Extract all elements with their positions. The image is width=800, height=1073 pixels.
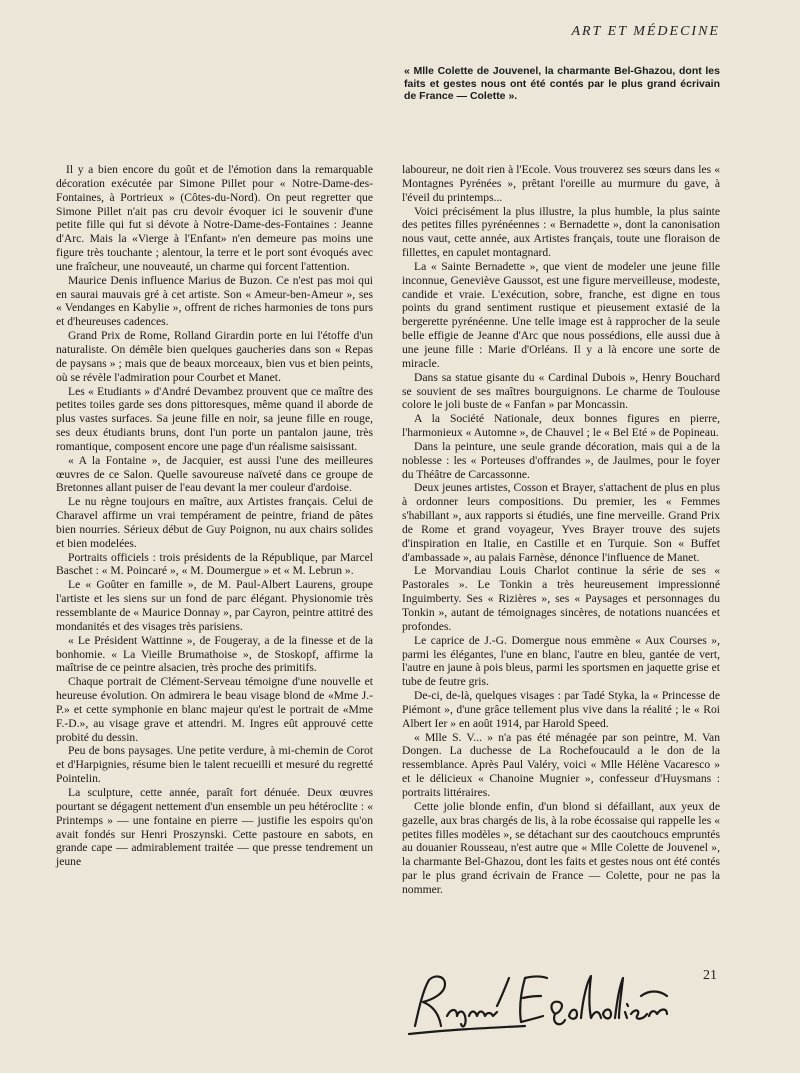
paragraph: « Mlle S. V... » n'a pas été ménagée par son peintre, M. Van Dongen. La duchesse de La Rochefoucauld a le don de la ressemblance. Après Paul Valéry, voici « Mlle Hélène Vacaresco » et le délicieux « Chanoine Mugnier », confesseur d'Huysmans : portraits littéraires.	[402, 730, 720, 799]
paragraph: Maurice Denis influence Marius de Buzon. Ce n'est pas moi qui en saurai mauvais gré à cet artiste. Son « Ameur-ben-Ameur », ses « Vendanges en Kabylie », offrent de riches harmonies de tons purs et d'heureuses cadences.	[56, 273, 373, 329]
paragraph: Peu de bons paysages. Une petite verdure, à mi-chemin de Corot et d'Harpignies, résume bien le talent recueilli et mesuré du regretté Pointelin.	[56, 744, 373, 786]
paragraph: Il y a bien encore du goût et de l'émotion dans la remarquable décoration exécutée par Simone Pillet pour « Notre-Dame-des-Fontaines, à Portrieux » (Côtes-du-Nord). On peut regretter que Simone Pillet n'ait pas cru devoir évoquer ici le souvenir d'une petite fille qui fut si dévote à Notre-Dame-des-Fontaines : Jeanne d'Arc. Mais la «Vierge à l'Enfant» n'en demeure pas moins une figure très touchante ; alentour, la terre et le port sont évoqués avec une fraîcheur, une nouveauté, un charme qui forcent l'attention.	[56, 163, 373, 273]
paragraph: Chaque portrait de Clément-Serveau témoigne d'une nouvelle et heureuse évolution. On admirera le beau visage blond de «Mme J.-P.» et cette symphonie en blanc majeur qu'est le portrait de «Mme F.-D.», au visage grave et attendri. M. Ingres eût approuvé cette probité du dessin.	[56, 675, 373, 744]
paragraph: Le Morvandiau Louis Charlot continue la série de ses « Pastorales ». Le Tonkin a très heureusement impressionné Inguimberty. Ses « Rizières », ses « Paysages et personnages du Tonkin », autant de témoignages sincères, de notations nuancées et profondes.	[402, 564, 720, 633]
paragraph: Grand Prix de Rome, Rolland Girardin porte en lui l'étoffe d'un naturaliste. On démêle bien quelques gaucheries dans son « Repas de paysans » ; mais que de beaux morceaux, bien vus et bien peints, où se révèle l'admiration pour Courbet et Manet.	[56, 329, 373, 384]
handwritten-signature	[405, 968, 695, 1038]
paragraph: Cette jolie blonde enfin, d'un blond si défaillant, aux yeux de gazelle, aux bras chargés de lis, à la robe écossaise qui rappelle les « petites filles modèles », se détachant sur des caoutchoucs empruntés au douanier Rousseau, n'est autre que « Mlle Colette de Jouvenel », la charmante Bel-Ghazou, dont les faits et gestes nous ont été contés par le plus grand écrivain de France — Colette, pour ne pas la nommer.	[402, 799, 720, 896]
paragraph: De-ci, de-là, quelques visages : par Tadé Styka, la « Princesse de Piémont », d'une grâce tellement plus vive dans la réalité ; le « Roi Albert Ier » en août 1914, par Harold Speed.	[402, 689, 720, 730]
section-header: ART ET MÉDECINE	[571, 24, 720, 39]
right-column	[402, 163, 720, 897]
paragraph: Dans la peinture, une seule grande décoration, mais qui a de la noblesse : les « Porteuses d'offrandes », de Jaulmes, pour le foyer du Théâtre de Carcassonne.	[402, 439, 720, 481]
photo-caption: « Mlle Colette de Jouvenel, la charmante Bel-Ghazou, dont les faits et gestes nous ont été contés par le plus grand écrivain de France — Colette ».	[404, 65, 720, 102]
paragraph: Voici précisément la plus illustre, la plus humble, la plus sainte des petites filles pyrénéennes : « Bernadette », dont la canonisation nous vaut, cette année, aux Artistes français, toute une floraison de fillettes, en capulet montagnard.	[402, 204, 720, 260]
paragraph: « A la Fontaine », de Jacquier, est aussi l'une des meilleures œuvres de ce Salon. Quelle savoureuse naïveté dans ce groupe de Bretonnes allant puiser de l'eau devant la mer couleur d'ardoise.	[56, 453, 373, 495]
paragraph: Portraits officiels : trois présidents de la République, par Marcel Baschet : « M. Poincaré », « M. Doumergue » et « M. Lebrun ».	[56, 550, 373, 578]
paragraph: La « Sainte Bernadette », que vient de modeler une jeune fille inconnue, Geneviève Gaussot, est une figure merveilleuse, modeste, candide et vraie. L'exécution, sobre, franche, est digne en tous points du grand sentiment rustique et pieusement extasié de la bergerette pyrénéenne. Une telle image est à rapprocher de la seule belle effigie de Jeanne d'Arc que nous possédions, elle aussi due à une jeune fille : Marie d'Orléans. Il y a là encore une sorte de miracle.	[402, 259, 720, 370]
left-column	[56, 163, 373, 869]
paragraph: « Le Président Wattinne », de Fougeray, a de la finesse et de la bonhomie. « La Vieille Brumathoise », de Stoskopf, affirme la maîtrise de ce peintre alsacien, très proche des primitifs.	[56, 633, 373, 675]
paragraph: A la Société Nationale, deux bonnes figures en pierre, l'harmonieux « Automne », de Chauvel ; le « Bel Eté » de Popineau.	[402, 412, 720, 440]
paragraph: Deux jeunes artistes, Cosson et Brayer, s'attachent de plus en plus à ordonner leurs compositions. Du premier, les « Femmes s'habillant », aux rapports si étudiés, une fine merveille. Grand Prix de Rome et grand voyageur, Yves Brayer trouve des sujets d'inspiration en Italie, en Castille et en Turquie. Son « Buffet d'ambassade », au palais Farnèse, dénonce l'influence de Manet.	[402, 481, 720, 564]
paragraph: Le « Goûter en famille », de M. Paul-Albert Laurens, groupe l'artiste et les siens sur un fond de parc élégant. Physionomie très ressemblante de « Maurice Donnay », par Cayron, peintre attitré des mondanités et des visages très parisiens.	[56, 578, 373, 633]
paragraph: Les « Etudiants » d'André Devambez prouvent que ce maître des petites toiles garde ses dons pittoresques, même quand il aborde de plus vastes surfaces. Sa jeune fille en noir, sa jeune fille en rouge, ses deux étudiants bruns, dont l'un porte un pantalon jaune, très romantique, composent encore une page d'un réalisme saisissant.	[56, 384, 373, 453]
paragraph: Le nu règne toujours en maître, aux Artistes français. Celui de Charavel affirme un vrai tempérament de peintre, friand de pâtes bien nourries. Sérieux début de Guy Poignon, nu aux chairs solides et bien modelées.	[56, 495, 373, 550]
paragraph: La sculpture, cette année, paraît fort dénuée. Deux œuvres pourtant se dégagent nettement d'un ensemble un peu hétéroclite : « Printemps » — une fontaine en pierre — justifie les espoirs qu'on avait fondés sur Henri Proszynski. Cette pastoure en sabots, en grande cape — admirablement traitée — que presse tendrement un jeune	[56, 785, 373, 869]
page-number: 21	[703, 968, 717, 983]
paragraph: Le caprice de J.-G. Domergue nous emmène « Aux Courses », parmi les élégantes, l'une en blanc, l'autre en bleu, gantée de vert, l'autre en jaune à pois bleus, parmi les sportsmen en jaquette grise et tube de feutre gris.	[402, 633, 720, 689]
paragraph: Dans sa statue gisante du « Cardinal Dubois », Henry Bouchard se souvient de ses maîtres bourguignons. Le charme de Toulouse colore le joli buste de « Fanfan » par Moncassin.	[402, 370, 720, 412]
paragraph: laboureur, ne doit rien à l'Ecole. Vous trouverez ses sœurs dans les « Montagnes Pyrénées », prêtant l'oreille au murmure du gave, à l'éveil du printemps...	[402, 163, 720, 204]
